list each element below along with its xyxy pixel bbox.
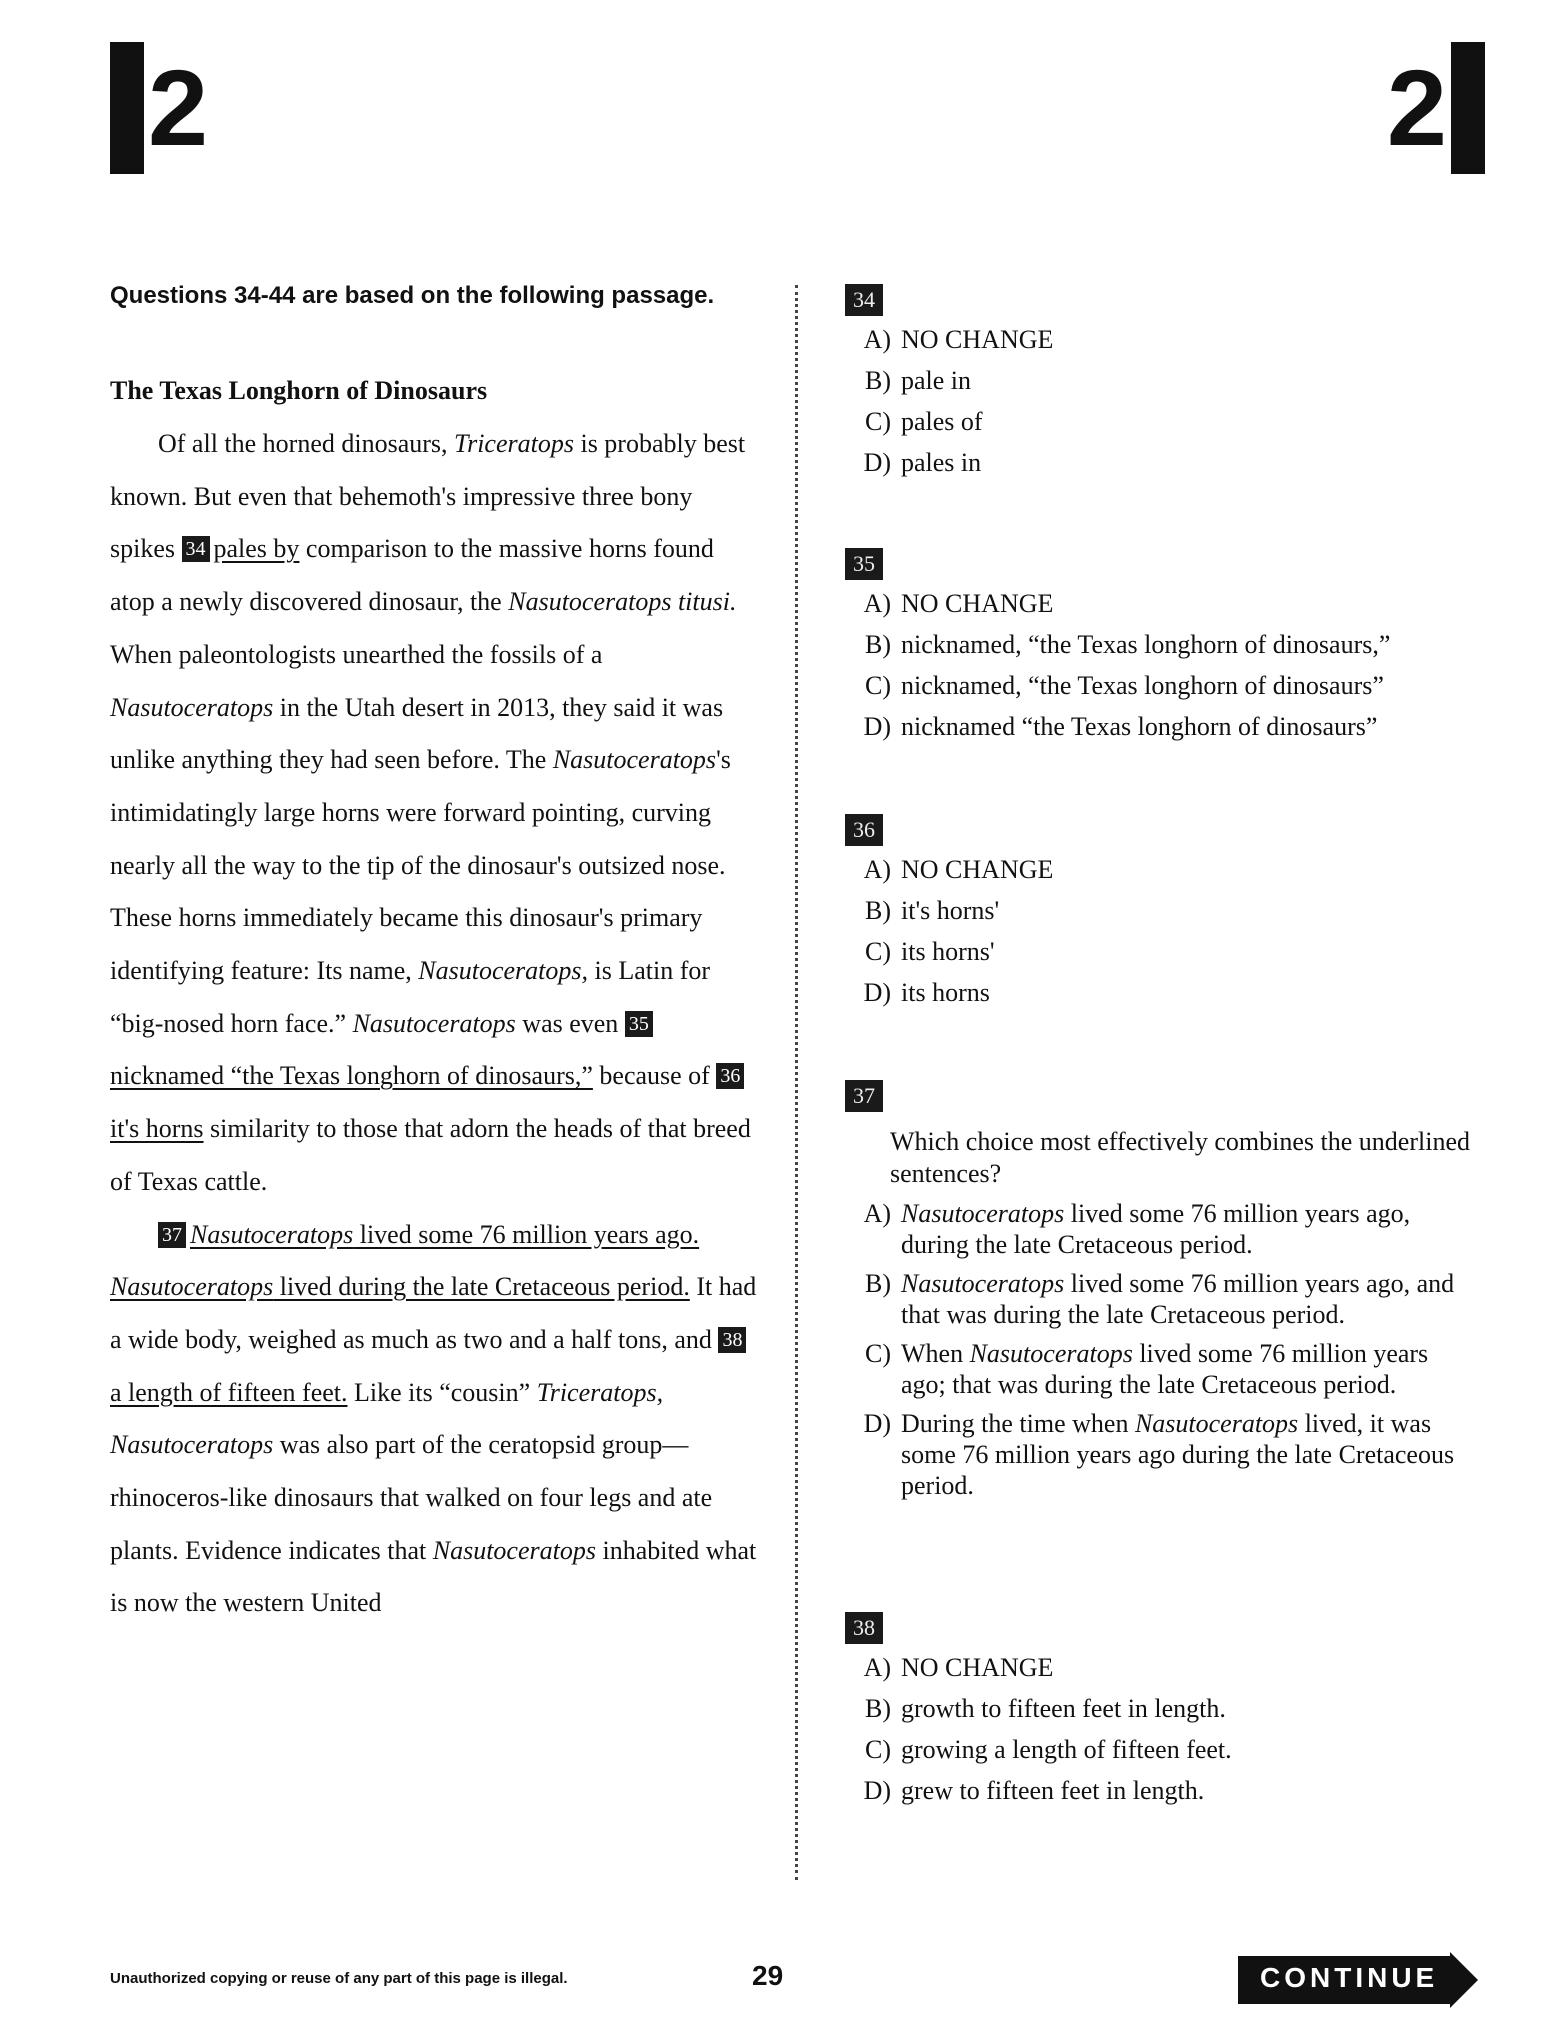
section-bar (1451, 42, 1485, 174)
choice-text (893, 1408, 1475, 1501)
copyright-notice: Unauthorized copying or reuse of any part of this page is illegal. (110, 1970, 568, 1987)
passage-text: 's intimidatingly large horns were forward pointing, curving nearly all the way to the tip of the dinosaur's outsized nose. These horns immediately became this dinosaur's primary identifying feature: Its name, (110, 745, 731, 986)
passage-text: Nasutoceratops (432, 1535, 596, 1565)
choice-text-pre: When (901, 1339, 970, 1368)
passage-text: is Latin for “big-nosed horn face.” (110, 956, 711, 1038)
choice-text: pales in (901, 448, 982, 477)
passage-text: Of all the horned dinosaurs, (158, 429, 455, 458)
page-number: 29 (752, 1960, 784, 1991)
answer-choice[interactable] (845, 365, 1475, 396)
question-stem: Which choice most effectively combines the underlined sentences? (890, 1127, 1470, 1188)
answer-choice[interactable] (845, 1268, 1475, 1330)
passage-text: Nasutoceratops (552, 745, 717, 775)
answer-choice[interactable] (845, 854, 1475, 885)
column-divider (795, 285, 798, 1880)
choice-text-italic: Nasutoceratops (969, 1339, 1133, 1368)
choice-text: it's horns' (901, 896, 1000, 925)
passage-text: Triceratops (454, 429, 574, 458)
underlined-text-36: it's horns (110, 1114, 204, 1144)
section-marker-right (1387, 42, 1485, 174)
passage-text: Nasutoceratops, (418, 956, 589, 986)
question-number-box: 37 (845, 1080, 883, 1112)
underlined-text-38: a length of fifteen feet. (110, 1377, 348, 1407)
underlined-text-part: Nasutoceratops (110, 1272, 274, 1302)
question-marker-38[interactable]: 38 (718, 1327, 746, 1353)
underlined-text-34: pales by (213, 534, 300, 564)
answer-choices (845, 1652, 1475, 1806)
question-38 (845, 1612, 1475, 1816)
answer-choice[interactable] (845, 1652, 1475, 1683)
question-number-box: 35 (845, 548, 883, 580)
passage-text: similarity to those that adorn the heads of that breed of Texas cattle. (110, 1114, 751, 1196)
choice-letter: C) (865, 407, 891, 436)
passage-body (110, 418, 760, 1630)
passage-text: is probably best known. But even that behemoth's impressive three bony spikes (110, 429, 746, 564)
passage-text: in the Utah desert in 2013, they said it was unlike anything they had seen before. The (110, 692, 724, 775)
choice-letter: C) (865, 1339, 891, 1368)
choice-text-rest: lived some 76 million years ago; that was during the late Cretaceous period. (901, 1339, 1429, 1399)
choice-letter: D) (863, 712, 891, 741)
passage-text: Nasutoceratops (110, 692, 274, 722)
section-number: 2 (148, 47, 209, 168)
answer-choice[interactable] (845, 936, 1475, 967)
answer-choice[interactable] (845, 1775, 1475, 1806)
answer-choice[interactable] (845, 629, 1475, 660)
answer-choice[interactable] (845, 447, 1475, 478)
question-36 (845, 814, 1475, 1018)
answer-choice[interactable] (845, 406, 1475, 437)
choice-text-rest: lived some 76 million years ago, during the late Cretaceous period. (901, 1199, 1411, 1259)
question-35 (845, 548, 1475, 752)
choice-letter: D) (863, 978, 891, 1007)
answer-choice[interactable] (845, 324, 1475, 355)
passage-text: Like its “cousin” (347, 1377, 537, 1407)
answer-choice[interactable] (845, 1338, 1475, 1400)
choice-text-rest: lived some 76 million years ago, and that was during the late Cretaceous period. (901, 1269, 1455, 1329)
underlined-text-part: Nasutoceratops (190, 1219, 354, 1249)
choice-letter: D) (863, 1776, 891, 1805)
passage-paragraph-1 (110, 418, 760, 1209)
answer-choices (845, 324, 1475, 478)
choice-letter: A) (863, 1653, 891, 1682)
passage-text: It had a wide body, weighed as much as two and a half tons, and (110, 1272, 757, 1354)
answer-choice[interactable] (845, 670, 1475, 701)
underlined-text-35: nicknamed “the Texas longhorn of dinosaurs,” (110, 1061, 593, 1091)
choice-letter: A) (863, 589, 891, 618)
choice-text: pale in (901, 366, 972, 395)
choice-text: nicknamed, “the Texas longhorn of dinosaurs,” (901, 630, 1391, 659)
answer-choices (845, 854, 1475, 1008)
passage-paragraph-2 (110, 1209, 760, 1631)
answer-choice[interactable] (845, 1734, 1475, 1765)
choice-text: NO CHANGE (901, 1653, 1054, 1682)
choice-text: growing a length of fifteen feet. (901, 1735, 1232, 1764)
section-number: 2 (1386, 47, 1447, 168)
answer-choice[interactable] (845, 977, 1475, 1008)
choice-letter: B) (865, 1694, 891, 1723)
question-number-box: 38 (845, 1612, 883, 1644)
answer-choices (845, 1198, 1475, 1501)
passage-text: comparison to the massive horns found atop a newly discovered dinosaur, the (110, 534, 714, 617)
choice-text: pales of (901, 407, 983, 436)
question-marker-37[interactable]: 37 (158, 1222, 186, 1248)
choice-letter: B) (865, 630, 891, 659)
choice-letter: C) (865, 671, 891, 700)
underlined-text-part: lived some 76 million years ago. (353, 1219, 700, 1249)
question-marker-36[interactable]: 36 (716, 1063, 744, 1089)
passage-text: because of (592, 1061, 717, 1091)
choice-text-pre: During the time when (901, 1409, 1135, 1438)
section-bar (110, 42, 144, 174)
passage-intro: Questions 34-44 are based on the following passage. (110, 282, 715, 309)
question-marker-34[interactable]: 34 (182, 536, 210, 562)
choice-text: grew to fifteen feet in length. (901, 1776, 1205, 1805)
choice-text: its horns' (901, 937, 995, 966)
choice-text: nicknamed, “the Texas longhorn of dinosaurs” (901, 671, 1384, 700)
choice-text (893, 1198, 1475, 1260)
choice-text: NO CHANGE (901, 855, 1054, 884)
choice-letter: A) (863, 855, 891, 884)
choice-letter: B) (865, 896, 891, 925)
choice-letter: A) (863, 325, 891, 354)
choice-letter: B) (865, 1269, 891, 1298)
choice-text-italic: Nasutoceratops (901, 1199, 1065, 1228)
choice-text (893, 1338, 1475, 1400)
choice-text: NO CHANGE (901, 325, 1054, 354)
choice-text: nicknamed “the Texas longhorn of dinosaurs” (901, 712, 1378, 741)
choice-text: growth to fifteen feet in length. (901, 1694, 1226, 1723)
answer-choice[interactable] (845, 895, 1475, 926)
passage-text: inhabited what is now the western United (110, 1535, 757, 1618)
passage-text: When paleontologists unearthed the fossils of a (110, 639, 603, 669)
section-marker-left (110, 42, 208, 174)
underlined-text-37 (110, 1220, 699, 1302)
passage-text: Triceratops, Nasutoceratops (110, 1377, 664, 1460)
choice-text-italic: Nasutoceratops (1134, 1409, 1299, 1438)
passage-text: was even (515, 1008, 625, 1038)
passage-text: was also part of the ceratopsid group—rhinoceros-like dinosaurs that walked on four legs and ate plants. Evidence indicates that (110, 1430, 713, 1565)
choice-text (893, 1268, 1475, 1330)
question-number-box: 36 (845, 814, 883, 846)
answer-choice[interactable] (845, 1408, 1475, 1501)
question-number-box: 34 (845, 284, 883, 316)
choice-letter: A) (863, 1199, 891, 1228)
answer-choices (845, 588, 1475, 742)
question-marker-35[interactable]: 35 (625, 1011, 653, 1037)
choice-text: NO CHANGE (901, 589, 1054, 618)
answer-choice[interactable] (845, 588, 1475, 619)
passage-title: The Texas Longhorn of Dinosaurs (110, 376, 488, 405)
choice-letter: D) (863, 1409, 891, 1438)
continue-button[interactable] (1238, 1952, 1478, 2008)
choice-letter: C) (865, 937, 891, 966)
choice-letter: B) (865, 366, 891, 395)
choice-text-rest: lived, it was some 76 million years ago during the late Cretaceous period. (901, 1409, 1455, 1500)
choice-text-italic: Nasutoceratops (901, 1269, 1065, 1298)
continue-label: CONTINUE (1260, 1962, 1439, 1993)
choice-text: its horns (901, 978, 990, 1007)
answer-choice[interactable] (845, 1198, 1475, 1260)
answer-choice[interactable] (845, 711, 1475, 742)
choice-letter: D) (863, 448, 891, 477)
answer-choice[interactable] (845, 1693, 1475, 1724)
question-34 (845, 284, 1475, 488)
choice-letter: C) (865, 1735, 891, 1764)
passage-text: Nasutoceratops titusi. (508, 587, 737, 617)
question-37 (845, 1080, 1475, 1509)
underlined-text-part: lived during the late Cretaceous period. (273, 1272, 690, 1302)
passage-text: Nasutoceratops (352, 1008, 516, 1038)
